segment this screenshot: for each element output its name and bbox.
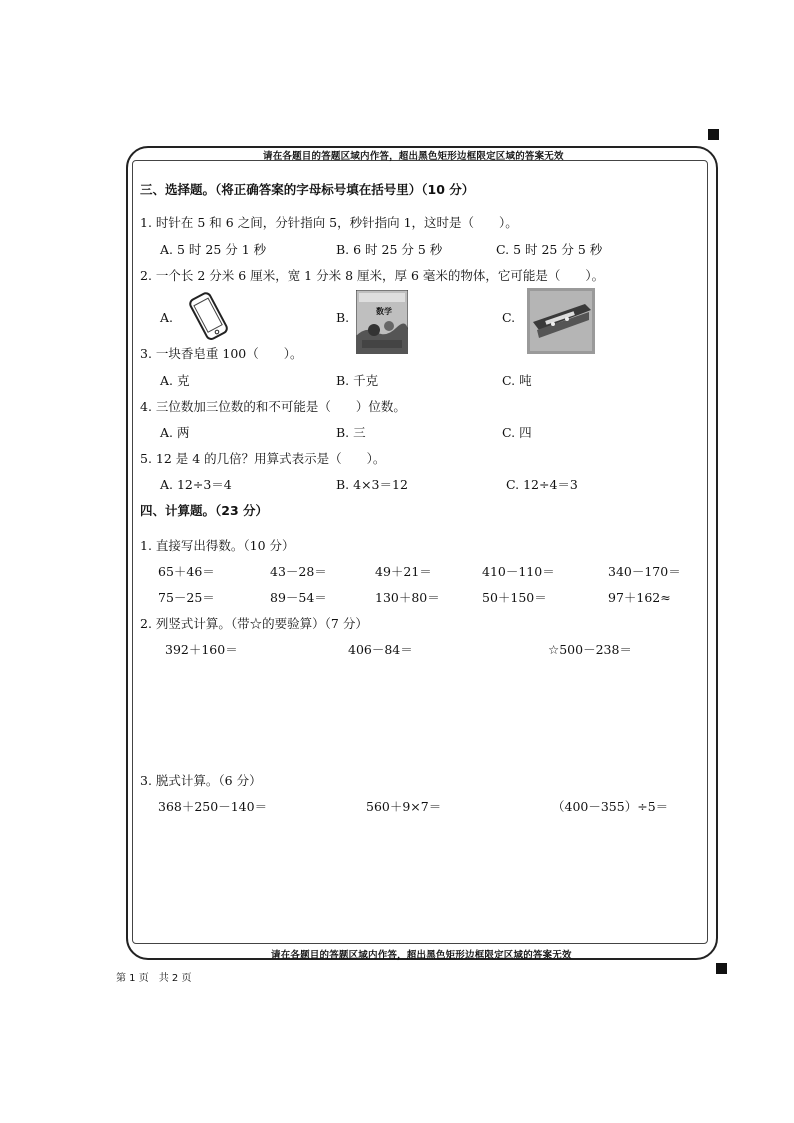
oral-calc-item: 340－170＝ (608, 564, 681, 579)
oral-calc-item: 65＋46＝ (158, 564, 215, 579)
q3-text: 3. 一块香皂重 100（ ）。 (140, 346, 303, 361)
notice-top: 请在各题目的答题区域内作答，超出黑色矩形边框限定区域的答案无效 (263, 151, 564, 162)
vertical-calc-item: 392＋160＝ (165, 642, 238, 657)
vertical-calc-item: ☆500－238＝ (548, 642, 632, 657)
q4-option-c: C. 四 (502, 425, 532, 440)
q5-text: 5. 12 是 4 的几倍？用算式表示是（ ）。 (140, 451, 386, 466)
oral-calc-item: 130＋80＝ (375, 590, 440, 605)
stepwise-calc-item: 368＋250－140＝ (158, 799, 268, 814)
registration-mark-top (708, 129, 719, 140)
q3-option-b: B. 千克 (336, 373, 379, 388)
q3-option-a: A. 克 (160, 373, 190, 388)
book-title: 数学 (376, 307, 392, 316)
stepwise-calc-item: 560＋9×7＝ (366, 799, 442, 814)
q2-option-a: A. (160, 310, 174, 325)
q5-option-a: A. 12÷3＝4 (160, 477, 232, 492)
q1-text: 1. 时针在 5 和 6 之间，分针指向 5，秒针指向 1，这时是（ ）。 (140, 215, 518, 230)
q1-option-c: C. 5 时 25 分 5 秒 (496, 242, 603, 257)
section3-title: 三、选择题。（将正确答案的字母标号填在括号里）（10 分） (140, 182, 475, 197)
p1-title: 1. 直接写出得数。（10 分） (140, 538, 295, 553)
q3-option-c: C. 吨 (502, 373, 532, 388)
oral-calc-item: 89－54＝ (270, 590, 327, 605)
q1-option-b: B. 6 时 25 分 5 秒 (336, 242, 443, 257)
oral-calc-item: 75－25＝ (158, 590, 215, 605)
p2-title: 2. 列竖式计算。（带☆的要验算）（7 分） (140, 616, 368, 631)
p3-title: 3. 脱式计算。（6 分） (140, 773, 262, 788)
page-footer: 第 1 页 共 2 页 (116, 973, 192, 984)
q1-option-a: A. 5 时 25 分 1 秒 (160, 242, 267, 257)
registration-mark-bottom (716, 963, 727, 974)
oral-calc-item: 49＋21＝ (375, 564, 432, 579)
q2-option-b: B. (336, 310, 350, 325)
q5-option-c: C. 12÷4＝3 (506, 477, 578, 492)
q4-text: 4. 三位数加三位数的和不可能是（ ）位数。 (140, 399, 406, 414)
notice-bottom: 请在各题目的答题区域内作答，超出黑色矩形边框限定区域的答案无效 (271, 950, 572, 961)
q2-option-c: C. (502, 310, 516, 325)
q4-option-b: B. 三 (336, 425, 366, 440)
oral-calc-item: 97＋162≈ (608, 590, 671, 605)
oral-calc-item: 50＋150＝ (482, 590, 547, 605)
q4-option-a: A. 两 (160, 425, 190, 440)
q2-text: 2. 一个长 2 分米 6 厘米，宽 1 分米 8 厘米，厚 6 毫米的物体，它可能是（ ）。 (140, 268, 605, 283)
q5-option-b: B. 4×3＝12 (336, 477, 408, 492)
stepwise-calc-item: （400－355）÷5＝ (552, 799, 669, 814)
math-book-picture (356, 290, 408, 354)
phone-picture (186, 290, 232, 344)
pencil-case-picture (527, 288, 595, 354)
oral-calc-item: 410－110＝ (482, 564, 555, 579)
section4-title: 四、计算题。（23 分） (140, 503, 268, 518)
oral-calc-item: 43－28＝ (270, 564, 327, 579)
vertical-calc-item: 406－84＝ (348, 642, 413, 657)
